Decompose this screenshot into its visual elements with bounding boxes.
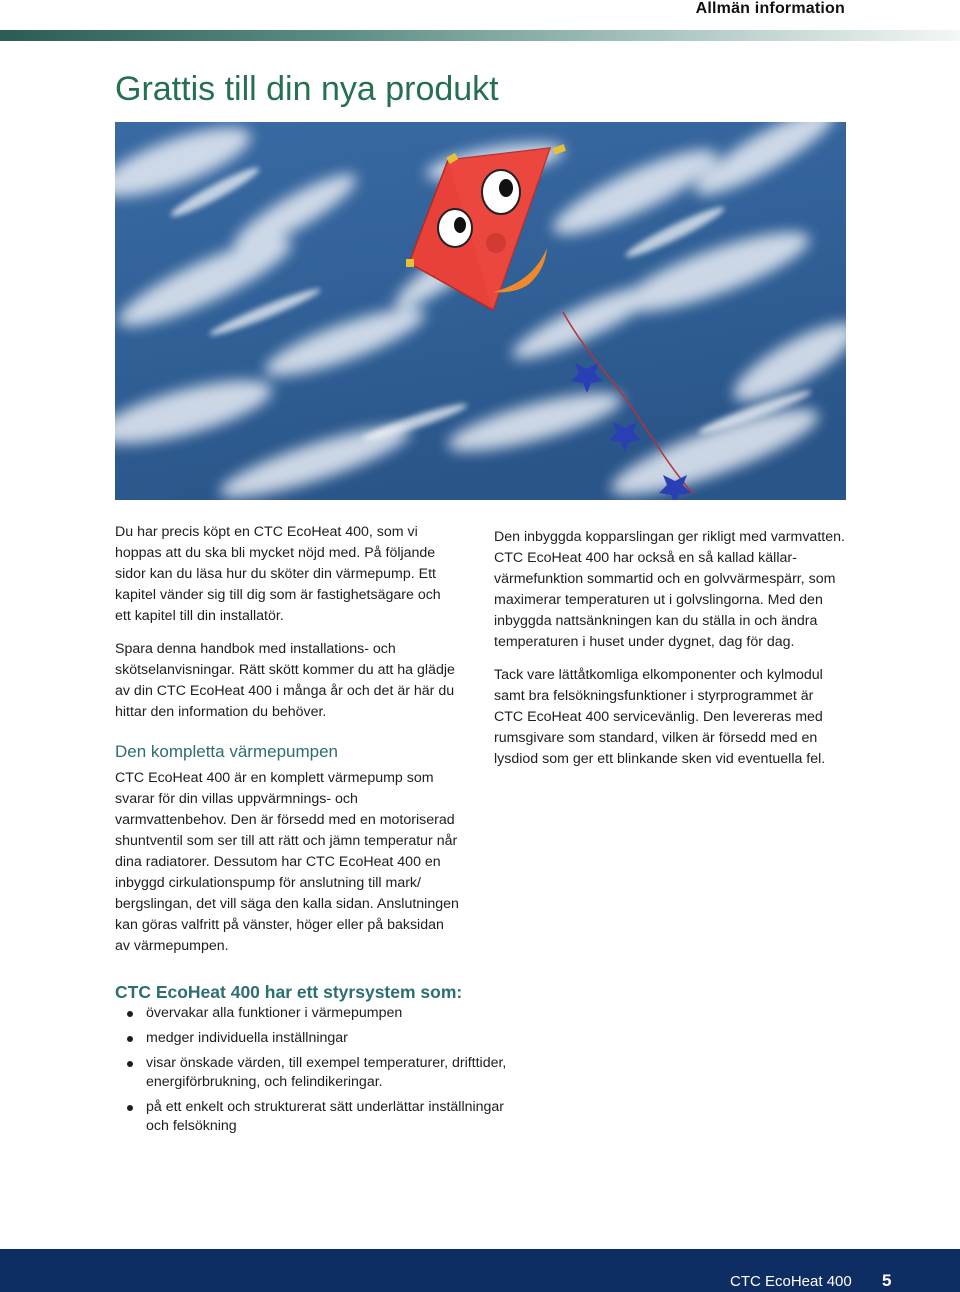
bullet-dot-icon (127, 1036, 133, 1042)
bullet-dot-icon (127, 1011, 133, 1017)
bullet-dot-icon (127, 1105, 133, 1111)
complete-heatpump-paragraph: CTC EcoHeat 400 är en komplett värmepump som svarar för din villas uppvärmnings- och varmvattenbehov. Den är försedd med en motoriserad shuntventil som ser till att rätt och jämn temperatur når dina radiatorer. Dessutom har CTC EcoHeat 400 en inbyggd cirkulationspump för anslutning till mark/ bergslingan, det vill säga den kalla sidan. Anslutningen kan göras valfritt på vänster, höger eller på baksidan av värmepumpen. (115, 770, 459, 954)
control-system-heading: CTC EcoHeat 400 har ett styrsystem som: (115, 982, 463, 1002)
service-paragraph: Tack vare lättåtkomliga elkomponenter och kylmodul samt bra felsökningsfunktioner i styrprogrammet är CTC EcoHeat 400 servicevänlig. Den levereras med rumsgivare som standard, vilken är försedd med en lysdiod som ger ett blinkande sken vid eventuella fel. (494, 667, 826, 767)
list-item-text: visar önskade värden, till exempel temperaturer, drifttider, energiförbrukning, och felindikeringar. (146, 1055, 507, 1090)
page-number: 5 (882, 1271, 892, 1290)
list-item (115, 1054, 515, 1092)
left-column (115, 522, 460, 969)
copper-coil-paragraph: Den inbyggda kopparslingan ger rikligt med varmvatten. CTC EcoHeat 400 har också en så kallad källar-värmefunktion sommartid och en golvvärmespärr, som maximerar temperaturen ut i golvslingorna. Med den inbyggda nattsänkningen kan du ställa in och ändra temperaturen i huset under dygnet, dag för dag. (494, 529, 845, 650)
list-item (115, 1098, 515, 1136)
list-item-text: på ett enkelt och strukturerat sätt underlättar inställningar och felsökning (146, 1099, 505, 1134)
right-column (494, 527, 846, 782)
list-item (115, 1029, 515, 1048)
control-system-list (115, 1004, 515, 1142)
header-gradient-bar (0, 30, 960, 41)
section-label: Allmän information (695, 0, 845, 17)
footer-product-name: CTC EcoHeat 400 (730, 1273, 852, 1290)
complete-heatpump-heading: Den kompletta värmepumpen (115, 742, 339, 761)
list-item-text: övervakar alla funktioner i värmepumpen (146, 1005, 403, 1021)
bullet-dot-icon (127, 1061, 133, 1067)
list-item-text: medger individuella inställningar (146, 1030, 348, 1046)
kite-illustration (115, 122, 846, 500)
intro-paragraph: Du har precis köpt en CTC EcoHeat 400, som vi hoppas att du ska bli mycket nöjd med. På följande sidor kan du läsa hur du sköter din värmepump. Ett kapitel vänder sig till dig som är fastighetsägare och ett kapitel till din installatör. (115, 524, 441, 624)
list-item (115, 1004, 515, 1023)
handbook-paragraph: Spara denna handbok med installations- och skötselanvisningar. Rätt skött kommer du att ha glädje av din CTC EcoHeat 400 i många år och det är här du hittar den information du behöver. (115, 641, 455, 720)
kite-photo (115, 122, 846, 500)
page-title: Grattis till din nya produkt (115, 70, 499, 108)
